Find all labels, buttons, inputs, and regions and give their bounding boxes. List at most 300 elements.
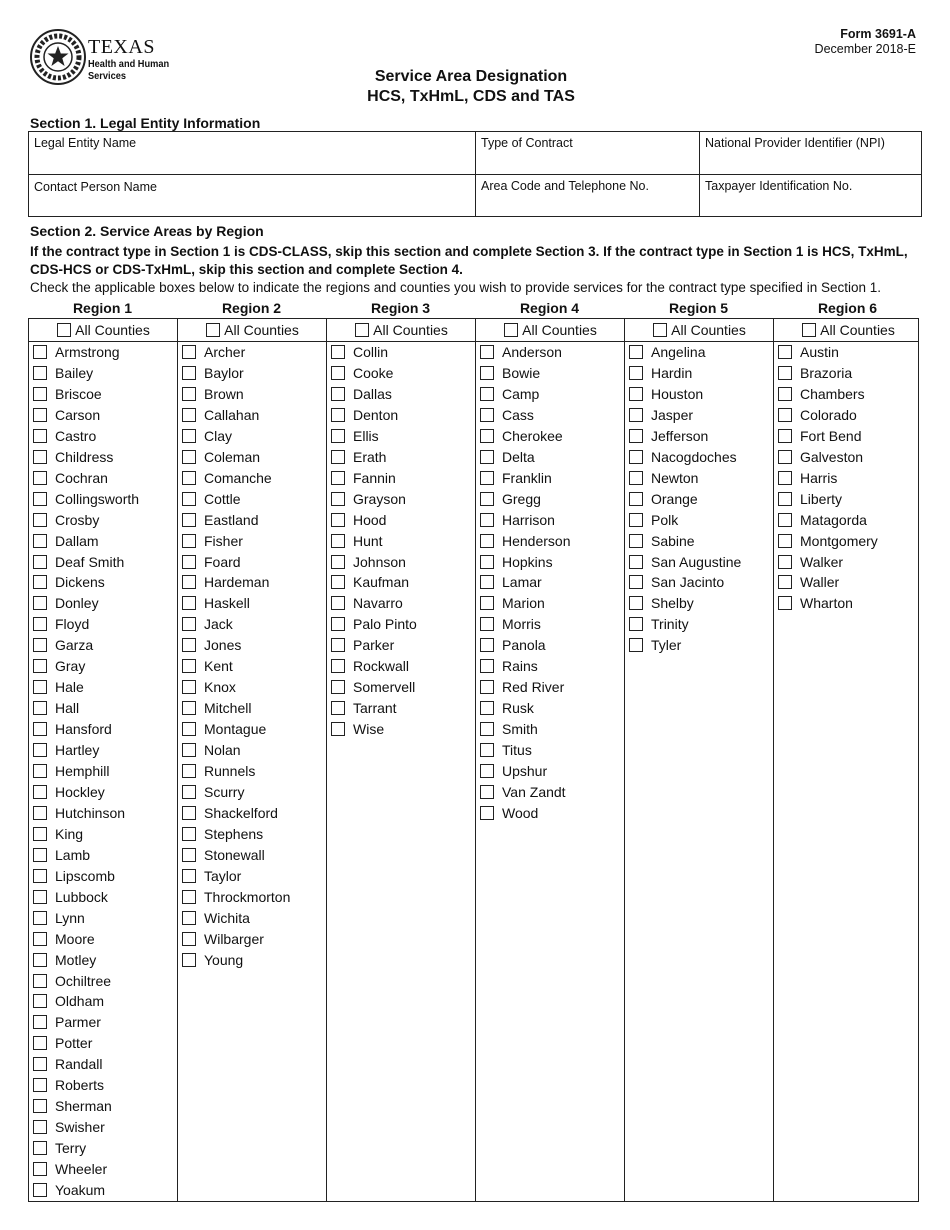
county-item[interactable]: [33, 761, 109, 781]
county-item[interactable]: [33, 782, 105, 802]
county-checkbox[interactable]: [778, 555, 792, 569]
county-checkbox[interactable]: [182, 743, 196, 757]
county-checkbox[interactable]: [33, 555, 47, 569]
county-checkbox[interactable]: [33, 953, 47, 967]
county-checkbox[interactable]: [778, 408, 792, 422]
county-item[interactable]: [778, 489, 842, 509]
county-item[interactable]: [331, 614, 417, 634]
county-checkbox[interactable]: [480, 701, 494, 715]
county-item[interactable]: [182, 866, 241, 886]
county-checkbox[interactable]: [33, 869, 47, 883]
legal-entity-name-field[interactable]: [29, 132, 475, 174]
county-item[interactable]: [182, 782, 244, 802]
county-checkbox[interactable]: [182, 366, 196, 380]
county-item[interactable]: [331, 384, 392, 404]
county-item[interactable]: [182, 887, 290, 907]
county-checkbox[interactable]: [33, 1162, 47, 1176]
county-item[interactable]: [33, 803, 125, 823]
county-item[interactable]: [33, 531, 99, 551]
county-checkbox[interactable]: [480, 513, 494, 527]
county-checkbox[interactable]: [629, 492, 643, 506]
county-item[interactable]: [629, 593, 694, 613]
county-checkbox[interactable]: [182, 827, 196, 841]
county-item[interactable]: [778, 552, 843, 572]
phone-field[interactable]: [476, 175, 699, 216]
county-checkbox[interactable]: [33, 785, 47, 799]
all-counties-checkbox[interactable]: [504, 323, 518, 337]
county-item[interactable]: [331, 719, 384, 739]
county-checkbox[interactable]: [182, 701, 196, 715]
county-item[interactable]: [778, 531, 878, 551]
county-checkbox[interactable]: [480, 680, 494, 694]
county-item[interactable]: [33, 552, 124, 572]
county-checkbox[interactable]: [480, 764, 494, 778]
county-item[interactable]: [629, 552, 741, 572]
county-checkbox[interactable]: [33, 1099, 47, 1113]
county-item[interactable]: [33, 635, 93, 655]
county-checkbox[interactable]: [629, 617, 643, 631]
county-item[interactable]: [182, 677, 236, 697]
county-checkbox[interactable]: [33, 1141, 47, 1155]
county-item[interactable]: [182, 572, 269, 592]
all-counties-region-4[interactable]: [476, 319, 625, 341]
county-item[interactable]: [480, 593, 545, 613]
all-counties-checkbox[interactable]: [206, 323, 220, 337]
county-item[interactable]: [480, 405, 534, 425]
county-checkbox[interactable]: [480, 555, 494, 569]
county-item[interactable]: [331, 552, 406, 572]
county-checkbox[interactable]: [182, 680, 196, 694]
county-item[interactable]: [331, 468, 396, 488]
county-item[interactable]: [480, 635, 546, 655]
county-item[interactable]: [778, 363, 852, 383]
county-item[interactable]: [182, 510, 258, 530]
county-item[interactable]: [33, 991, 104, 1011]
county-item[interactable]: [33, 866, 115, 886]
county-checkbox[interactable]: [480, 785, 494, 799]
county-checkbox[interactable]: [778, 513, 792, 527]
county-item[interactable]: [480, 552, 553, 572]
county-checkbox[interactable]: [33, 659, 47, 673]
county-checkbox[interactable]: [480, 345, 494, 359]
all-counties-checkbox[interactable]: [355, 323, 369, 337]
county-item[interactable]: [33, 719, 112, 739]
county-item[interactable]: [182, 531, 243, 551]
county-item[interactable]: [778, 405, 857, 425]
county-checkbox[interactable]: [33, 827, 47, 841]
county-checkbox[interactable]: [331, 555, 345, 569]
county-checkbox[interactable]: [480, 408, 494, 422]
county-item[interactable]: [33, 950, 96, 970]
county-checkbox[interactable]: [33, 806, 47, 820]
county-item[interactable]: [629, 384, 703, 404]
county-item[interactable]: [480, 698, 534, 718]
tin-field[interactable]: [700, 175, 921, 216]
county-item[interactable]: [480, 531, 571, 551]
county-checkbox[interactable]: [480, 366, 494, 380]
county-checkbox[interactable]: [629, 429, 643, 443]
county-checkbox[interactable]: [33, 408, 47, 422]
county-item[interactable]: [33, 908, 85, 928]
county-item[interactable]: [182, 950, 243, 970]
county-item[interactable]: [182, 614, 233, 634]
county-checkbox[interactable]: [480, 638, 494, 652]
county-checkbox[interactable]: [33, 1078, 47, 1092]
county-item[interactable]: [33, 929, 95, 949]
all-counties-region-3[interactable]: [327, 319, 476, 341]
county-checkbox[interactable]: [33, 1057, 47, 1071]
county-item[interactable]: [33, 447, 113, 467]
county-item[interactable]: [480, 782, 566, 802]
county-checkbox[interactable]: [182, 408, 196, 422]
county-checkbox[interactable]: [33, 450, 47, 464]
county-checkbox[interactable]: [480, 596, 494, 610]
county-checkbox[interactable]: [182, 492, 196, 506]
county-checkbox[interactable]: [182, 869, 196, 883]
county-checkbox[interactable]: [331, 387, 345, 401]
county-item[interactable]: [331, 447, 386, 467]
county-checkbox[interactable]: [182, 806, 196, 820]
county-checkbox[interactable]: [33, 534, 47, 548]
county-item[interactable]: [480, 510, 555, 530]
county-checkbox[interactable]: [629, 450, 643, 464]
county-checkbox[interactable]: [33, 932, 47, 946]
county-item[interactable]: [182, 740, 241, 760]
county-checkbox[interactable]: [778, 429, 792, 443]
county-checkbox[interactable]: [33, 617, 47, 631]
county-item[interactable]: [629, 426, 708, 446]
county-item[interactable]: [33, 887, 108, 907]
county-checkbox[interactable]: [33, 974, 47, 988]
county-checkbox[interactable]: [331, 366, 345, 380]
county-checkbox[interactable]: [331, 471, 345, 485]
contact-person-field[interactable]: [29, 175, 475, 216]
county-checkbox[interactable]: [182, 534, 196, 548]
all-counties-region-2[interactable]: [178, 319, 327, 341]
county-checkbox[interactable]: [33, 492, 47, 506]
county-checkbox[interactable]: [182, 722, 196, 736]
county-checkbox[interactable]: [33, 1120, 47, 1134]
all-counties-checkbox[interactable]: [653, 323, 667, 337]
county-checkbox[interactable]: [480, 534, 494, 548]
county-item[interactable]: [182, 761, 255, 781]
county-item[interactable]: [480, 677, 564, 697]
county-checkbox[interactable]: [33, 890, 47, 904]
county-item[interactable]: [629, 468, 698, 488]
county-item[interactable]: [33, 614, 89, 634]
county-checkbox[interactable]: [629, 366, 643, 380]
county-checkbox[interactable]: [331, 680, 345, 694]
county-checkbox[interactable]: [33, 1183, 47, 1197]
county-item[interactable]: [331, 363, 393, 383]
county-item[interactable]: [33, 1180, 105, 1200]
county-checkbox[interactable]: [33, 764, 47, 778]
county-item[interactable]: [629, 531, 695, 551]
county-item[interactable]: [778, 468, 837, 488]
county-item[interactable]: [480, 363, 540, 383]
county-item[interactable]: [33, 468, 108, 488]
county-item[interactable]: [182, 426, 232, 446]
county-checkbox[interactable]: [480, 617, 494, 631]
county-item[interactable]: [182, 405, 259, 425]
county-item[interactable]: [480, 614, 541, 634]
county-checkbox[interactable]: [778, 596, 792, 610]
county-item[interactable]: [778, 572, 839, 592]
county-item[interactable]: [480, 719, 538, 739]
county-checkbox[interactable]: [33, 387, 47, 401]
county-item[interactable]: [33, 489, 139, 509]
county-item[interactable]: [480, 447, 535, 467]
county-item[interactable]: [182, 468, 272, 488]
county-item[interactable]: [182, 342, 245, 362]
county-checkbox[interactable]: [182, 387, 196, 401]
county-item[interactable]: [778, 593, 853, 613]
county-checkbox[interactable]: [182, 617, 196, 631]
county-item[interactable]: [331, 635, 394, 655]
county-item[interactable]: [33, 363, 93, 383]
county-item[interactable]: [33, 426, 96, 446]
county-item[interactable]: [33, 405, 100, 425]
county-item[interactable]: [182, 489, 241, 509]
county-checkbox[interactable]: [331, 492, 345, 506]
county-item[interactable]: [33, 593, 99, 613]
county-checkbox[interactable]: [480, 743, 494, 757]
county-checkbox[interactable]: [33, 743, 47, 757]
all-counties-checkbox[interactable]: [57, 323, 71, 337]
county-checkbox[interactable]: [182, 345, 196, 359]
county-item[interactable]: [778, 426, 861, 446]
county-checkbox[interactable]: [182, 785, 196, 799]
county-checkbox[interactable]: [33, 429, 47, 443]
county-item[interactable]: [182, 929, 264, 949]
county-checkbox[interactable]: [778, 366, 792, 380]
county-checkbox[interactable]: [331, 596, 345, 610]
county-item[interactable]: [331, 342, 388, 362]
county-item[interactable]: [331, 572, 409, 592]
county-checkbox[interactable]: [33, 848, 47, 862]
county-checkbox[interactable]: [480, 806, 494, 820]
county-item[interactable]: [33, 824, 83, 844]
county-item[interactable]: [480, 489, 541, 509]
county-checkbox[interactable]: [182, 450, 196, 464]
county-checkbox[interactable]: [33, 701, 47, 715]
county-checkbox[interactable]: [778, 345, 792, 359]
county-item[interactable]: [778, 384, 865, 404]
county-item[interactable]: [480, 761, 547, 781]
county-checkbox[interactable]: [480, 722, 494, 736]
county-checkbox[interactable]: [33, 994, 47, 1008]
county-checkbox[interactable]: [778, 387, 792, 401]
county-item[interactable]: [480, 384, 539, 404]
all-counties-region-5[interactable]: [625, 319, 774, 341]
county-item[interactable]: [778, 342, 839, 362]
county-checkbox[interactable]: [331, 429, 345, 443]
county-item[interactable]: [33, 1012, 101, 1032]
county-item[interactable]: [480, 426, 563, 446]
county-item[interactable]: [480, 342, 562, 362]
all-counties-checkbox[interactable]: [802, 323, 816, 337]
county-checkbox[interactable]: [629, 638, 643, 652]
county-checkbox[interactable]: [331, 701, 345, 715]
county-item[interactable]: [33, 740, 99, 760]
county-checkbox[interactable]: [480, 471, 494, 485]
county-checkbox[interactable]: [182, 659, 196, 673]
county-checkbox[interactable]: [33, 513, 47, 527]
county-item[interactable]: [331, 405, 398, 425]
county-checkbox[interactable]: [331, 659, 345, 673]
county-item[interactable]: [480, 740, 532, 760]
county-checkbox[interactable]: [331, 534, 345, 548]
county-item[interactable]: [182, 363, 244, 383]
county-item[interactable]: [480, 572, 542, 592]
county-item[interactable]: [33, 971, 111, 991]
county-item[interactable]: [331, 656, 409, 676]
county-checkbox[interactable]: [182, 764, 196, 778]
county-checkbox[interactable]: [331, 345, 345, 359]
county-item[interactable]: [182, 908, 250, 928]
county-item[interactable]: [182, 803, 278, 823]
county-item[interactable]: [33, 1159, 107, 1179]
county-checkbox[interactable]: [33, 911, 47, 925]
county-item[interactable]: [629, 635, 681, 655]
county-checkbox[interactable]: [182, 911, 196, 925]
county-item[interactable]: [629, 614, 689, 634]
type-of-contract-field[interactable]: [476, 132, 699, 174]
all-counties-region-6[interactable]: [774, 319, 923, 341]
county-item[interactable]: [331, 698, 397, 718]
county-item[interactable]: [33, 656, 85, 676]
county-item[interactable]: [182, 384, 244, 404]
county-checkbox[interactable]: [33, 596, 47, 610]
county-item[interactable]: [33, 342, 120, 362]
county-checkbox[interactable]: [182, 513, 196, 527]
county-checkbox[interactable]: [182, 596, 196, 610]
county-checkbox[interactable]: [629, 534, 643, 548]
county-item[interactable]: [629, 363, 692, 383]
county-item[interactable]: [629, 572, 724, 592]
county-checkbox[interactable]: [629, 408, 643, 422]
county-item[interactable]: [182, 845, 265, 865]
county-checkbox[interactable]: [182, 848, 196, 862]
county-item[interactable]: [629, 489, 698, 509]
county-checkbox[interactable]: [629, 345, 643, 359]
county-item[interactable]: [182, 593, 250, 613]
county-item[interactable]: [331, 426, 379, 446]
county-item[interactable]: [331, 510, 386, 530]
county-item[interactable]: [182, 824, 263, 844]
county-checkbox[interactable]: [629, 471, 643, 485]
county-checkbox[interactable]: [778, 471, 792, 485]
county-checkbox[interactable]: [629, 596, 643, 610]
county-item[interactable]: [33, 677, 84, 697]
county-item[interactable]: [331, 593, 403, 613]
county-checkbox[interactable]: [629, 513, 643, 527]
county-checkbox[interactable]: [331, 513, 345, 527]
county-item[interactable]: [33, 384, 102, 404]
county-checkbox[interactable]: [480, 450, 494, 464]
county-item[interactable]: [629, 405, 693, 425]
county-item[interactable]: [331, 531, 383, 551]
county-item[interactable]: [182, 719, 266, 739]
county-checkbox[interactable]: [182, 575, 196, 589]
county-checkbox[interactable]: [33, 1015, 47, 1029]
county-item[interactable]: [480, 656, 538, 676]
county-item[interactable]: [33, 1054, 102, 1074]
county-checkbox[interactable]: [629, 387, 643, 401]
county-checkbox[interactable]: [33, 471, 47, 485]
county-checkbox[interactable]: [33, 1036, 47, 1050]
county-item[interactable]: [33, 1075, 104, 1095]
county-item[interactable]: [331, 489, 406, 509]
county-item[interactable]: [33, 1117, 105, 1137]
county-checkbox[interactable]: [778, 534, 792, 548]
county-item[interactable]: [33, 510, 99, 530]
county-checkbox[interactable]: [33, 638, 47, 652]
county-checkbox[interactable]: [182, 638, 196, 652]
county-item[interactable]: [480, 803, 538, 823]
county-item[interactable]: [182, 656, 233, 676]
county-checkbox[interactable]: [778, 492, 792, 506]
county-checkbox[interactable]: [480, 659, 494, 673]
npi-field[interactable]: [700, 132, 921, 174]
county-checkbox[interactable]: [331, 617, 345, 631]
county-item[interactable]: [480, 468, 552, 488]
county-checkbox[interactable]: [331, 450, 345, 464]
county-item[interactable]: [33, 1138, 86, 1158]
county-item[interactable]: [33, 1096, 112, 1116]
county-item[interactable]: [182, 447, 260, 467]
county-item[interactable]: [33, 845, 90, 865]
county-item[interactable]: [778, 447, 863, 467]
county-item[interactable]: [182, 698, 251, 718]
county-checkbox[interactable]: [480, 575, 494, 589]
county-checkbox[interactable]: [33, 345, 47, 359]
county-item[interactable]: [629, 510, 678, 530]
county-checkbox[interactable]: [182, 471, 196, 485]
county-checkbox[interactable]: [182, 890, 196, 904]
all-counties-region-1[interactable]: [29, 319, 178, 341]
county-checkbox[interactable]: [331, 408, 345, 422]
county-checkbox[interactable]: [480, 387, 494, 401]
county-item[interactable]: [182, 552, 241, 572]
county-checkbox[interactable]: [182, 932, 196, 946]
county-checkbox[interactable]: [629, 575, 643, 589]
county-item[interactable]: [629, 342, 706, 362]
county-checkbox[interactable]: [182, 555, 196, 569]
county-checkbox[interactable]: [629, 555, 643, 569]
county-checkbox[interactable]: [331, 575, 345, 589]
county-item[interactable]: [33, 572, 105, 592]
county-item[interactable]: [778, 510, 867, 530]
county-item[interactable]: [33, 698, 79, 718]
county-checkbox[interactable]: [778, 450, 792, 464]
county-checkbox[interactable]: [33, 722, 47, 736]
county-checkbox[interactable]: [33, 366, 47, 380]
county-item[interactable]: [331, 677, 415, 697]
county-checkbox[interactable]: [480, 429, 494, 443]
county-checkbox[interactable]: [778, 575, 792, 589]
county-item[interactable]: [33, 1033, 92, 1053]
county-item[interactable]: [182, 635, 241, 655]
county-checkbox[interactable]: [182, 429, 196, 443]
county-checkbox[interactable]: [33, 575, 47, 589]
county-checkbox[interactable]: [331, 722, 345, 736]
county-checkbox[interactable]: [331, 638, 345, 652]
county-checkbox[interactable]: [182, 953, 196, 967]
county-checkbox[interactable]: [33, 680, 47, 694]
county-item[interactable]: [629, 447, 737, 467]
county-checkbox[interactable]: [480, 492, 494, 506]
